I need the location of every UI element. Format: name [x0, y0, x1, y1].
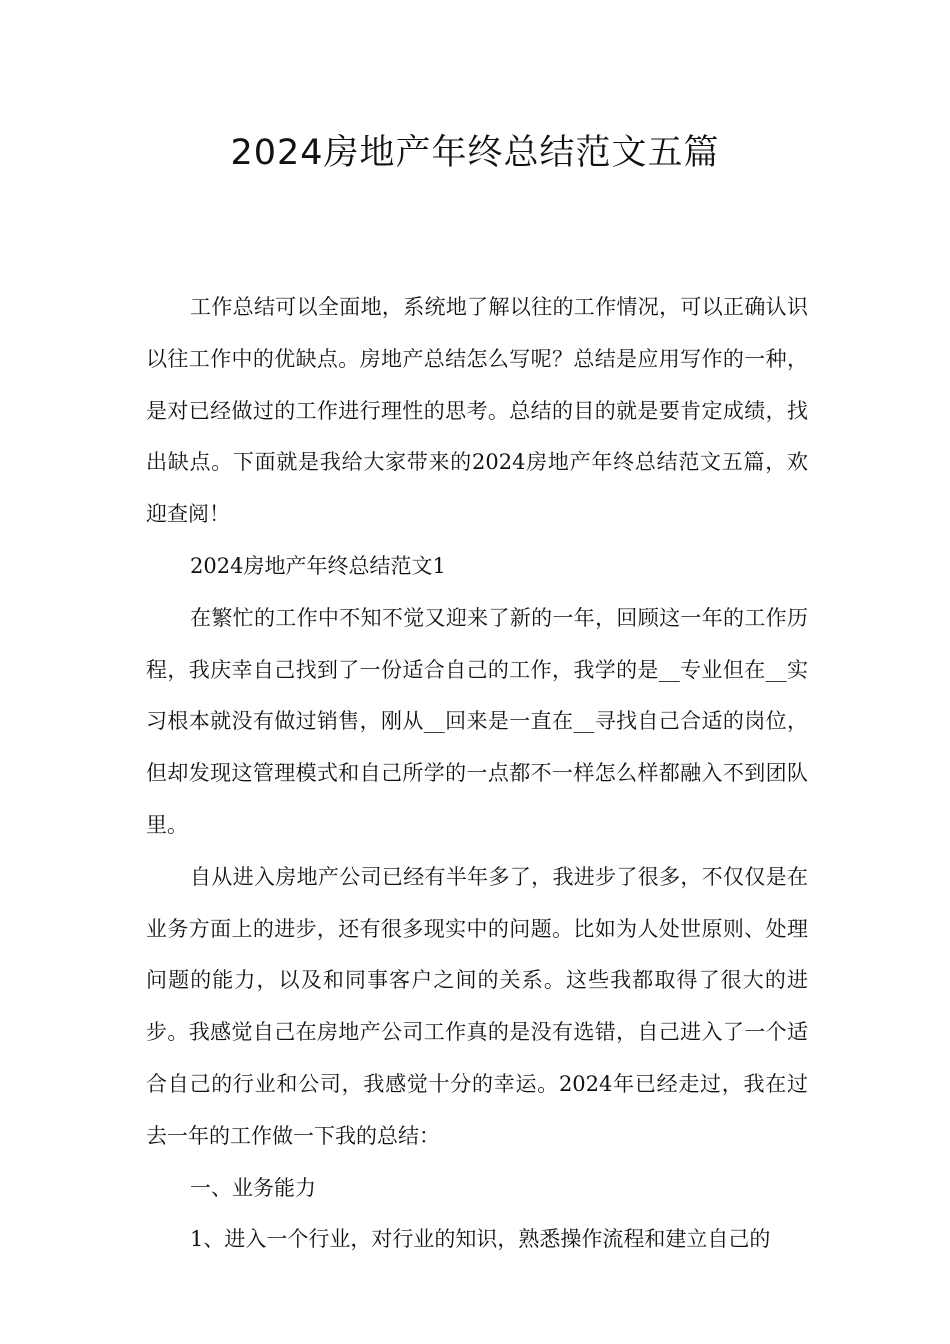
- body-paragraph: 在繁忙的工作中不知不觉又迎来了新的一年，回顾这一年的工作历程，我庆幸自己找到了一份适合自己的工作，我学的是__专业但在__实习根本就没有做过销售，刚从__回来是一直在__寻找自己合适的岗位，但却发现这管理模式和自己所学的一点都不一样怎么样都融入不到团队里。: [146, 605, 808, 837]
- document-body: [146, 282, 808, 1266]
- intro-paragraph: 工作总结可以全面地，系统地了解以往的工作情况，可以正确认识以往工作中的优缺点。房地产总结怎么写呢？总结是应用写作的一种，是对已经做过的工作进行理性的思考。总结的目的就是要肯定成绩，找出缺点。下面就是我给大家带来的2024房地产年终总结范文五篇，欢迎查阅！: [146, 295, 808, 527]
- body-paragraph: 自从进入房地产公司已经有半年多了，我进步了很多，不仅仅是在业务方面上的进步，还有很多现实中的问题。比如为人处世原则、处理问题的能力，以及和同事客户之间的关系。这些我都取得了很大的进步。我感觉自己在房地产公司工作真的是没有选错，自己进入了一个适合自己的行业和公司，我感觉十分的幸运。2024年已经走过，我在过去一年的工作做一下我的总结：: [146, 864, 808, 1148]
- document-title: 2024房地产年终总结范文五篇: [230, 133, 720, 173]
- section-heading-essay-1: 2024房地产年终总结范文1: [190, 553, 446, 578]
- body-paragraph-truncated: 1、进入一个行业，对行业的知识，熟悉操作流程和建立自己的: [190, 1227, 771, 1252]
- section-heading-business-ability: 一、业务能力: [190, 1175, 316, 1200]
